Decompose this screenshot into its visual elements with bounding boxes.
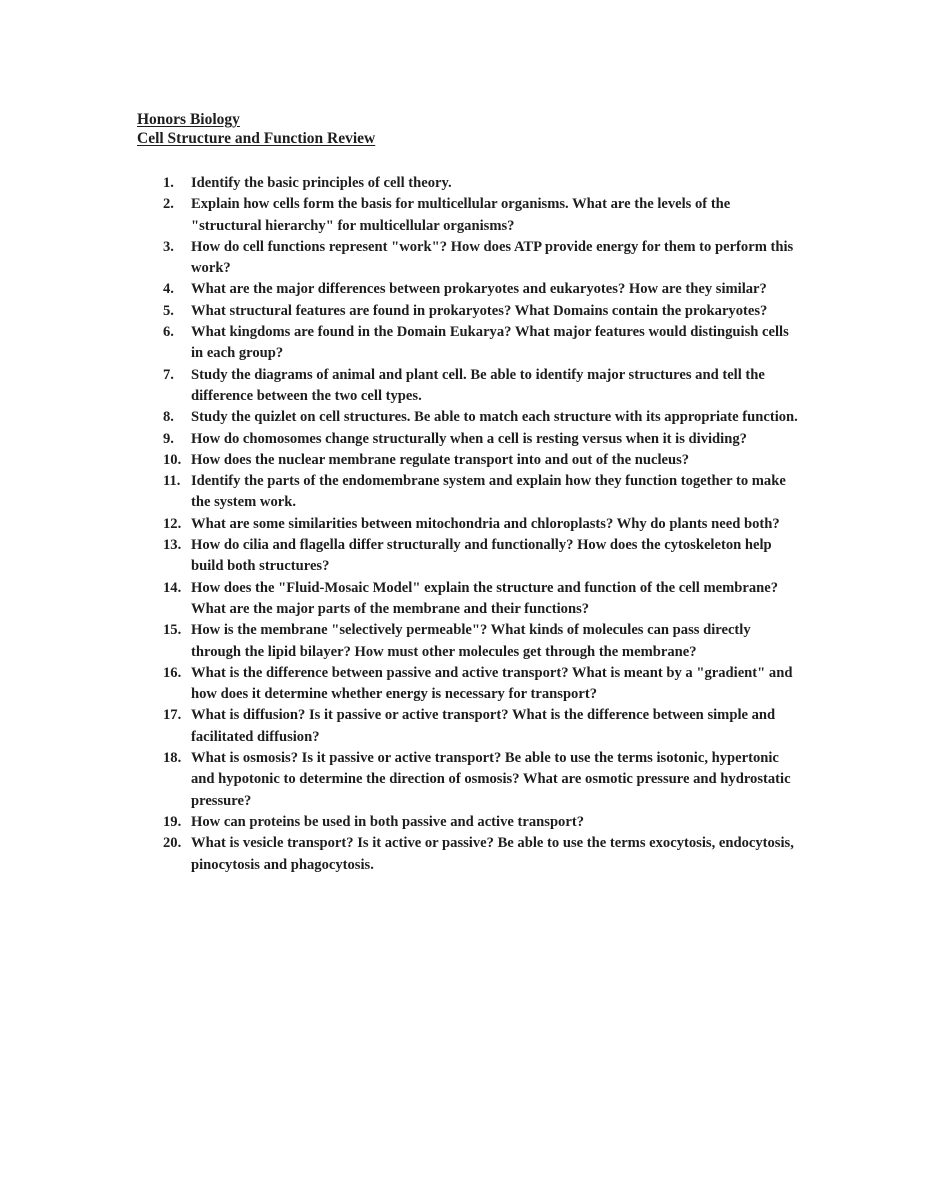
question-text: Explain how cells form the basis for multicellular organisms. What are the levels of the "structural hierarchy" for multicellular organisms? xyxy=(191,196,731,234)
question-list xyxy=(163,173,803,876)
question-text: What are the major differences between prokaryotes and eukaryotes? How are they similar? xyxy=(191,281,767,298)
question-number: 17. xyxy=(163,707,182,724)
question-text: How does the nuclear membrane regulate transport into and out of the nucleus? xyxy=(191,451,690,468)
question-item xyxy=(163,812,803,833)
question-text: What are some similarities between mitochondria and chloroplasts? Why do plants need both? xyxy=(191,515,780,532)
question-item xyxy=(163,301,803,322)
question-item xyxy=(163,471,803,514)
question-text: Study the quizlet on cell structures. Be able to match each structure with its appropriate function. xyxy=(191,409,798,426)
question-item xyxy=(163,429,803,450)
question-number: 2. xyxy=(163,196,174,213)
question-item xyxy=(163,322,803,365)
question-number: 6. xyxy=(163,324,174,341)
question-number: 16. xyxy=(163,664,182,681)
question-text: Identify the parts of the endomembrane system and explain how they function together to make the system work. xyxy=(191,473,786,511)
question-number: 13. xyxy=(163,537,182,554)
question-item xyxy=(163,535,803,578)
question-text: How does the "Fluid-Mosaic Model" explain the structure and function of the cell membrane? What are the major parts of the membrane and their functions? xyxy=(191,579,779,617)
question-item xyxy=(163,663,803,706)
question-text: How do cilia and flagella differ structurally and functionally? How does the cytoskeleton help build both structures? xyxy=(191,537,772,575)
question-number: 11. xyxy=(163,473,181,490)
question-number: 15. xyxy=(163,622,182,639)
review-title: Cell Structure and Function Review xyxy=(137,130,376,147)
question-number: 8. xyxy=(163,409,174,426)
question-item xyxy=(163,194,803,237)
question-item xyxy=(163,620,803,663)
question-item xyxy=(163,365,803,408)
question-text: How is the membrane "selectively permeable"? What kinds of molecules can pass directly through the lipid bilayer? How must other molecules get through the membrane? xyxy=(191,622,751,660)
question-number: 19. xyxy=(163,813,182,830)
question-text: What is osmosis? Is it passive or active transport? Be able to use the terms isotonic, hypertonic and hypotonic to determine the direction of osmosis? What are osmotic pressure and hydrostatic pressure? xyxy=(191,750,791,809)
course-title: Honors Biology xyxy=(137,111,240,128)
question-item xyxy=(163,279,803,300)
question-text: What kingdoms are found in the Domain Eukarya? What major features would distinguish cells in each group? xyxy=(191,324,789,362)
question-number: 12. xyxy=(163,515,182,532)
question-number: 5. xyxy=(163,302,174,319)
question-number: 14. xyxy=(163,579,182,596)
question-item xyxy=(163,450,803,471)
question-text: Study the diagrams of animal and plant cell. Be able to identify major structures and tell the difference between the two cell types. xyxy=(191,366,765,404)
question-item xyxy=(163,748,803,812)
question-item xyxy=(163,237,803,280)
question-text: How do cell functions represent "work"? How does ATP provide energy for them to perform this work? xyxy=(191,238,794,277)
question-item xyxy=(163,173,803,194)
question-text: What is the difference between passive and active transport? What is meant by a "gradient" and how does it determine whether energy is necessary for transport? xyxy=(191,664,793,703)
question-number: 20. xyxy=(163,835,182,852)
question-item xyxy=(163,578,803,621)
question-text: What is diffusion? Is it passive or active transport? What is the difference between simple and facilitated diffusion? xyxy=(191,707,776,745)
question-item xyxy=(163,833,803,876)
document-header xyxy=(137,110,375,148)
question-text: How can proteins be used in both passive and active transport? xyxy=(191,813,584,830)
question-text: What is vesicle transport? Is it active or passive? Be able to use the terms exocytosis, endocytosis, pinocytosis and phagocytosis. xyxy=(191,835,794,873)
question-number: 1. xyxy=(163,175,174,191)
question-number: 7. xyxy=(163,366,174,383)
question-number: 3. xyxy=(163,238,174,255)
question-item xyxy=(163,514,803,535)
question-number: 4. xyxy=(163,281,174,298)
question-text: What structural features are found in prokaryotes? What Domains contain the prokaryotes? xyxy=(191,302,768,319)
question-item xyxy=(163,705,803,748)
question-text: How do chomosomes change structurally when a cell is resting versus when it is dividing? xyxy=(191,430,747,447)
question-text: Identify the basic principles of cell theory. xyxy=(191,175,452,191)
question-item xyxy=(163,407,803,428)
question-number: 9. xyxy=(163,430,174,447)
question-number: 18. xyxy=(163,750,182,767)
question-number: 10. xyxy=(163,451,182,468)
